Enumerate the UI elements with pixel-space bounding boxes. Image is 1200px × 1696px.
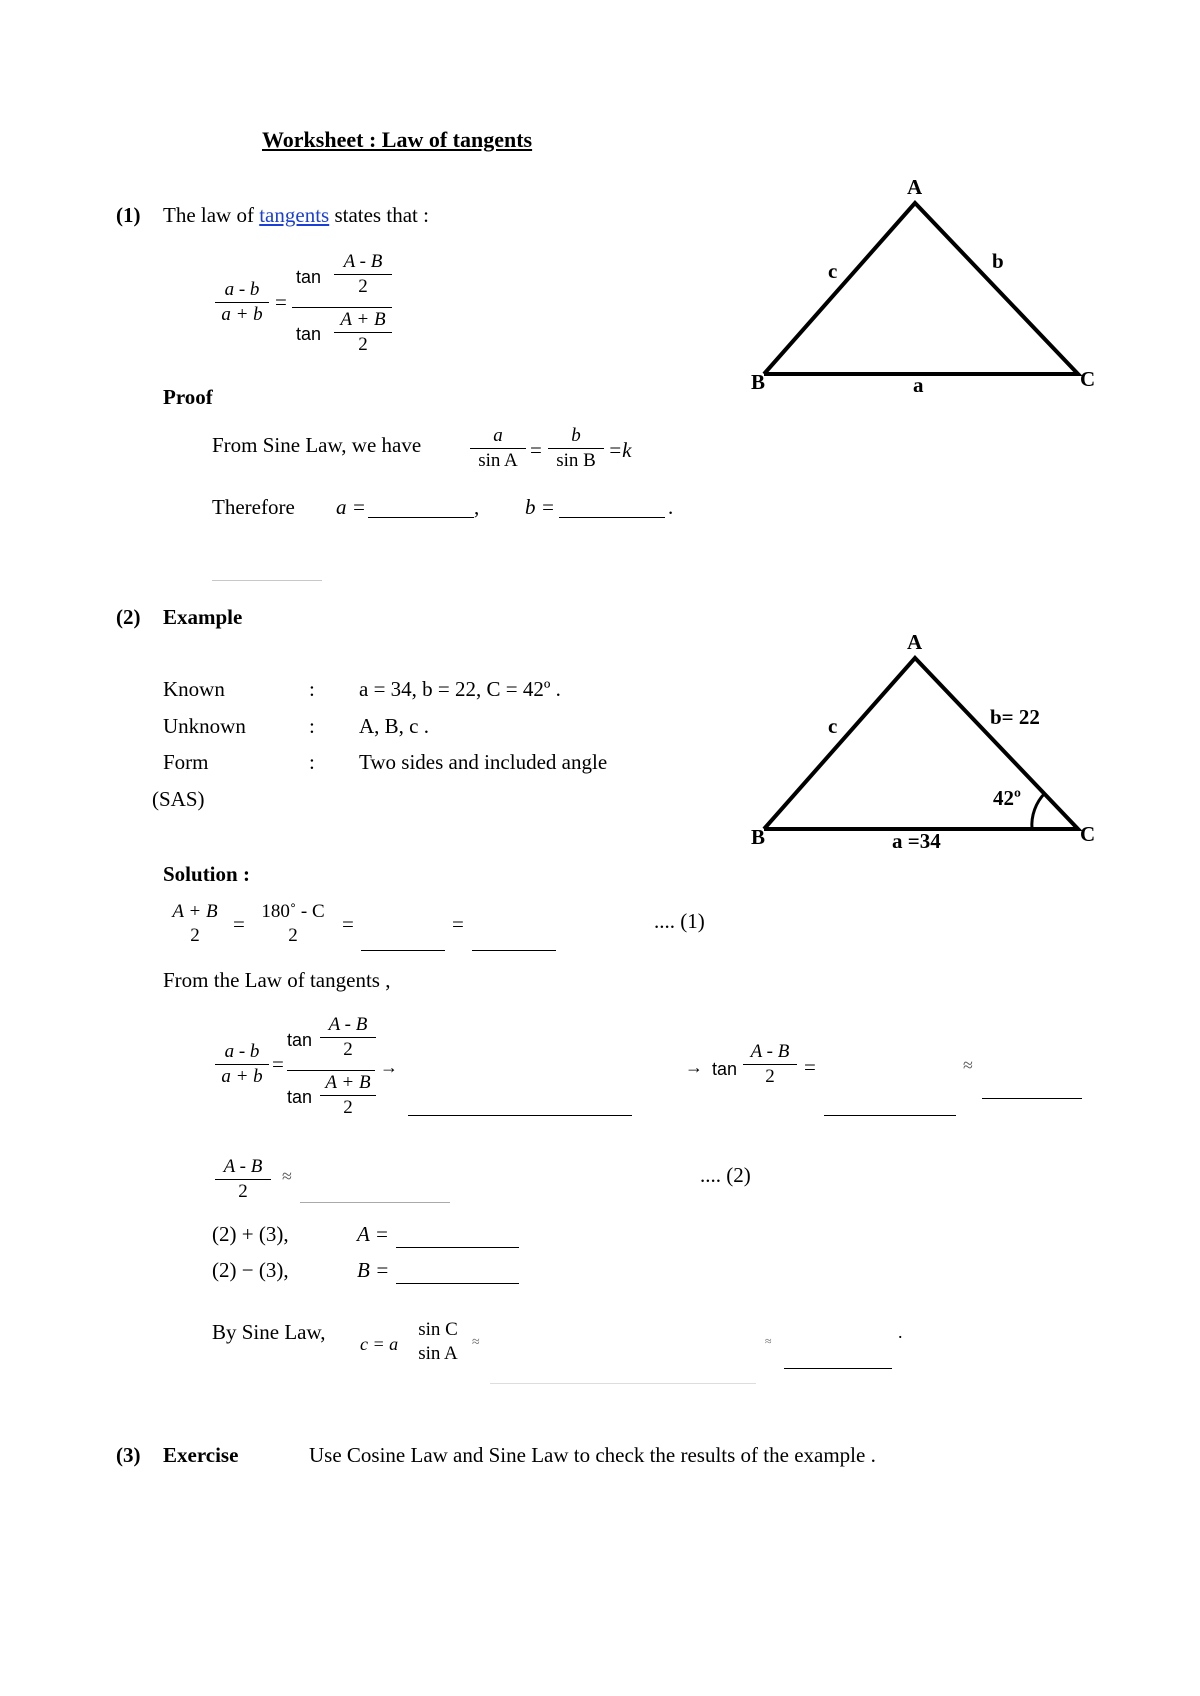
- tri1-vertex-a: A: [907, 175, 923, 199]
- known-value: a = 34, b = 22, C = 42º .: [359, 677, 561, 701]
- sine-b-num: b: [571, 425, 581, 446]
- form-value: Two sides and included angle: [359, 750, 608, 774]
- eq2-equals-3: =: [804, 1055, 816, 1079]
- sine-c-den: sin A: [418, 1343, 458, 1364]
- lhs-denominator: a + b: [221, 304, 263, 325]
- eq2-bottom-num: A + B: [325, 1072, 371, 1093]
- eq2-approx: ≈: [963, 1055, 973, 1075]
- eq2-tan-bottom: tan: [287, 1087, 313, 1107]
- sine-b-den: sin B: [556, 450, 596, 471]
- triangle-2-outline: [764, 658, 1078, 829]
- sine-approx-2: ≈: [765, 1334, 772, 1348]
- from-law-text: From the Law of tangents ,: [163, 968, 391, 992]
- solution-label: Solution :: [163, 862, 250, 886]
- a-eq: a =: [336, 495, 366, 519]
- tri1-side-c: c: [828, 259, 838, 283]
- eq3-approx: ≈: [282, 1166, 292, 1186]
- example-label: Example: [163, 605, 243, 629]
- unknown-value: A, B, c .: [359, 714, 429, 738]
- eq2-tan-top: tan: [287, 1030, 313, 1050]
- eq1-lhs-num: A + B: [172, 901, 218, 922]
- eq2-top-den: 2: [343, 1039, 353, 1060]
- eq3-den: 2: [238, 1181, 248, 1202]
- formula-equals: =: [275, 290, 287, 314]
- add-label: (2) + (3),: [212, 1222, 289, 1246]
- tri2-vertex-b: B: [751, 825, 766, 849]
- a-comma: ,: [474, 495, 480, 519]
- tri2-angle-label: 42º: [993, 786, 1021, 810]
- sine-k: =k: [608, 438, 632, 462]
- tri2-side-a: a =34: [892, 829, 941, 853]
- eq1-equals: =: [233, 912, 245, 936]
- eq1-equals-2: =: [342, 912, 354, 936]
- form-key: Form: [163, 750, 209, 774]
- c-eq-a: c = a: [360, 1334, 399, 1354]
- eq3-ref: .... (2): [700, 1163, 751, 1187]
- eq2-top-num: A - B: [328, 1014, 368, 1035]
- section-2-number: (2): [116, 605, 141, 629]
- eq1-rhs-num: 180˚ - C: [261, 901, 325, 922]
- tan-top: tan: [296, 267, 322, 287]
- eq2-bottom-den: 2: [343, 1097, 353, 1118]
- page-title: Worksheet : Law of tangents: [262, 127, 533, 152]
- tri2-side-c: c: [828, 714, 838, 738]
- eq2-half-diff-den: 2: [765, 1066, 775, 1087]
- tri1-side-b: b: [992, 249, 1004, 273]
- b-var: B =: [357, 1258, 390, 1282]
- unknown-key: Unknown: [163, 714, 246, 738]
- tri1-vertex-c: C: [1080, 367, 1096, 391]
- known-sep: :: [309, 677, 315, 701]
- eq2-lhs-num: a - b: [224, 1041, 260, 1062]
- sine-approx: ≈: [472, 1335, 480, 1350]
- eq2-equals: =: [272, 1052, 284, 1076]
- sine-eq: =: [530, 438, 542, 462]
- unknown-sep: :: [309, 714, 315, 738]
- tri2-vertex-c: C: [1080, 822, 1096, 846]
- therefore-text: Therefore: [212, 495, 295, 519]
- tri2-side-b: b= 22: [990, 705, 1040, 729]
- sine-c-num: sin C: [418, 1319, 458, 1340]
- top-denominator: 2: [358, 276, 368, 297]
- tan-bottom: tan: [296, 324, 322, 344]
- exercise-label: Exercise: [163, 1443, 239, 1467]
- sine-a-num: a: [493, 425, 503, 446]
- eq1-rhs-den: 2: [288, 925, 298, 946]
- section-3-number: (3): [116, 1443, 141, 1467]
- eq1-ref: .... (1): [654, 909, 705, 933]
- known-key: Known: [163, 677, 225, 701]
- sine-a-den: sin A: [478, 450, 518, 471]
- eq2-tan-2: tan: [712, 1059, 738, 1079]
- eq1-lhs-den: 2: [190, 925, 200, 946]
- sine-law-text: From Sine Law, we have: [212, 433, 422, 457]
- proof-label: Proof: [163, 385, 213, 409]
- tangents-link[interactable]: tangents: [259, 203, 330, 227]
- eq2-lhs-den: a + b: [221, 1066, 263, 1087]
- tri1-side-a: a: [913, 373, 924, 397]
- exercise-text: Use Cosine Law and Sine Law to check the results of the example .: [309, 1443, 876, 1467]
- sas-label: (SAS): [152, 787, 205, 811]
- eq1-equals-3: =: [452, 912, 464, 936]
- eq2-half-diff-num: A - B: [750, 1041, 790, 1062]
- by-sine-law-text: By Sine Law,: [212, 1320, 326, 1344]
- b-eq: b =: [525, 495, 555, 519]
- section-1-number: (1): [116, 203, 141, 227]
- tri1-vertex-b: B: [751, 370, 766, 394]
- a-var: A =: [357, 1222, 389, 1246]
- top-numerator: A - B: [343, 251, 383, 272]
- tri2-vertex-a: A: [907, 630, 923, 654]
- sub-label: (2) − (3),: [212, 1258, 289, 1282]
- angle-c-arc: [1032, 793, 1045, 829]
- law-intro-before: The law of: [163, 203, 254, 227]
- bottom-numerator: A + B: [340, 309, 386, 330]
- lhs-numerator: a - b: [224, 279, 260, 300]
- sine-period: .: [898, 1322, 903, 1342]
- b-period: .: [668, 495, 674, 519]
- law-intro-after: states that :: [334, 203, 429, 227]
- eq3-num: A - B: [223, 1156, 263, 1177]
- bottom-denominator: 2: [358, 334, 368, 355]
- eq2-arrow-2: →: [685, 1057, 703, 1077]
- eq2-arrow: →: [380, 1057, 398, 1077]
- form-sep: :: [309, 750, 315, 774]
